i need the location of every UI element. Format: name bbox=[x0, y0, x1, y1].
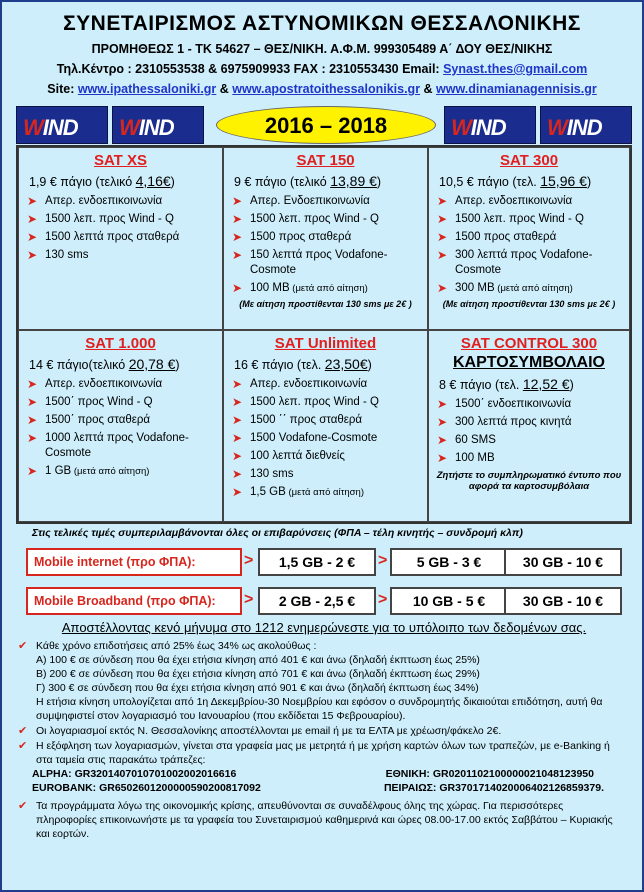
arrow-icon: > bbox=[378, 591, 388, 608]
wind-logo: WIND bbox=[16, 106, 108, 144]
feature-item: ➤ 1500 λεπ. προς Wind - Q bbox=[232, 395, 421, 410]
amp: & bbox=[216, 82, 233, 96]
feature-item: ➤ 1500 Vodafone-Cosmote bbox=[232, 431, 421, 446]
feature-item: ➤ 300 λεπτά προς κινητά bbox=[437, 415, 623, 430]
feature-item: ➤ 1500΄ ενδοεπικοινωνία bbox=[437, 397, 623, 412]
feature-list bbox=[437, 397, 623, 466]
plan-card bbox=[18, 330, 223, 522]
feature-item: ➤ 1500 λεπ. προς Wind - Q bbox=[232, 212, 421, 227]
plan-title: SAT XS bbox=[93, 152, 148, 169]
plan-card bbox=[223, 147, 428, 330]
feature-item: ➤ 1000 λεπτά προς Vodafone-Cosmote bbox=[27, 431, 216, 461]
feature-item: ➤ 130 sms bbox=[232, 467, 421, 482]
feature-item: ➤ 100 λεπτά διεθνείς bbox=[232, 449, 421, 464]
phones-text: Τηλ.Κέντρο : 2310553538 & 6975909933 FAX : 2310553430 Email: bbox=[56, 62, 444, 76]
bank-row bbox=[24, 781, 624, 795]
feature-item: ➤ 100 MB (μετά από αίτηση) bbox=[232, 281, 421, 296]
plan-price: 9 € πάγιο (τελικό 13,89 €) bbox=[234, 173, 382, 189]
org-address: ΠΡΟΜΗΘΕΩΣ 1 - ΤΚ 54627 – ΘΕΣ/ΝΙΚΗ. Α.Φ.Μ. 999305489 Α΄ ΔΟΥ ΘΕΣ/ΝΙΚΗΣ bbox=[91, 42, 553, 56]
price-box: 1,5 GB - 2 € bbox=[258, 548, 376, 576]
bank-account: ALPHA: GR3201407010701002002016616 bbox=[32, 768, 237, 780]
plan-title: SAT CONTROL 300 bbox=[460, 335, 598, 352]
feature-item: ➤ Απερ. ενδοεπικοινωνία bbox=[232, 377, 421, 392]
sms-balance-note: Αποστέλλοντας κενό μήνυμα στο 1212 ενημερώνεστε για το υπόλοιπο των δεδομένων σας. bbox=[61, 620, 587, 635]
feature-list bbox=[27, 194, 216, 263]
term-subitem: Β) 200 € σε σύνδεση που θα έχει ετήσια κίνηση από 701 € και άνω (δηλαδή έκπτωση έως 29%) bbox=[36, 668, 480, 680]
site-link-3[interactable]: www.dinamianagennisis.gr bbox=[436, 82, 597, 96]
site-label: Site: bbox=[47, 82, 78, 96]
plan-price: 1,9 € πάγιο (τελικό 4,16€) bbox=[29, 173, 175, 189]
feature-item: ➤ 1500΄ προς σταθερά bbox=[27, 413, 216, 428]
plan-title: SAT 300 bbox=[499, 152, 559, 169]
plan-card bbox=[428, 147, 630, 330]
header bbox=[2, 2, 642, 96]
feature-item: ➤ 300 λεπτά προς Vodafone-Cosmote bbox=[437, 248, 623, 278]
feature-item: ➤ 150 λεπτά προς Vodafone-Cosmote bbox=[232, 248, 421, 278]
plan-note: Ζητήστε το συμπληρωματικό έντυπο που αφορά τα καρτοσυμβόλαια bbox=[436, 470, 622, 492]
term-subitem: Γ) 300 € σε σύνδεση που θα έχει ετήσια κίνηση από 901 € και άνω (δηλαδή έκπτωση έως 34%) bbox=[36, 682, 479, 694]
plan-title: SAT 1.000 bbox=[85, 335, 156, 352]
plan-card bbox=[428, 330, 630, 522]
plan-price: 10,5 € πάγιο (τελ. 15,96 €) bbox=[439, 173, 592, 189]
feature-item: ➤ Απερ. Ενδοεπικοινωνία bbox=[232, 194, 421, 209]
org-title: ΣΥΝΕΤΑΙΡΙΣΜΟΣ ΑΣΤΥΝΟΜΙΚΩΝ ΘΕΣΣΑΛΟΝΙΚΗΣ bbox=[63, 12, 581, 35]
plan-subtitle: ΚΑΡΤΟΣΥΜΒΟΛΑΙΟ bbox=[453, 354, 605, 371]
arrow-icon: > bbox=[244, 552, 254, 569]
price-box: 10 GB - 5 € bbox=[390, 587, 508, 615]
feature-item: ➤ 1 GB (μετά από αίτηση) bbox=[27, 464, 216, 479]
site-link-1[interactable]: www.ipathessaloniki.gr bbox=[77, 82, 217, 96]
price-box: 5 GB - 3 € bbox=[390, 548, 508, 576]
term-item: ✔ Κάθε χρόνο επιδοτήσεις από 25% έως 34% ως ακολούθως : bbox=[24, 639, 624, 653]
plan-note: (Με αίτηση προστίθενται 130 sms με 2€ ) bbox=[442, 299, 616, 309]
plans-grid bbox=[16, 145, 632, 524]
feature-list bbox=[232, 194, 421, 296]
feature-item: ➤ 1500 λεπ. προς Wind - Q bbox=[437, 212, 623, 227]
org-contacts bbox=[2, 62, 642, 76]
term-item: ✔ Η εξόφληση των λογαριασμών, γίνεται στα γραφεία μας με μετρητά ή με χρήση καρτών όλων των τραπεζών, με e-Banking ή στα ταμεία στις παρακάτω τράπεζες: bbox=[24, 739, 624, 767]
plan-price: 14 € πάγιο(τελικό 20,78 €) bbox=[29, 356, 180, 372]
row-label: Mobile Broadband (προ ΦΠΑ): bbox=[26, 587, 242, 615]
wind-logo: WIND bbox=[112, 106, 204, 144]
amp: & bbox=[420, 82, 437, 96]
plan-price: 16 € πάγιο (τελ. 23,50€) bbox=[234, 356, 372, 372]
feature-list bbox=[27, 377, 216, 479]
bank-account: EUROBANK: GR6502601200000590200817092 bbox=[32, 782, 261, 794]
feature-item: ➤ 300 MB (μετά από αίτηση) bbox=[437, 281, 623, 296]
footer-terms bbox=[24, 638, 624, 841]
email-link[interactable]: Synast.thes@gmail.com bbox=[443, 62, 588, 76]
plan-title: SAT 150 bbox=[296, 152, 355, 169]
feature-item: ➤ Απερ. ενδοεπικοινωνία bbox=[437, 194, 623, 209]
feature-item: ➤ 1500 λεπ. προς Wind - Q bbox=[27, 212, 216, 227]
row-label: Mobile internet (προ ΦΠΑ): bbox=[26, 548, 242, 576]
feature-item: ➤ 60 SMS bbox=[437, 433, 623, 448]
bank-account: ΕΘΝΙΚΗ: GR0201102100000021048123950 bbox=[385, 768, 594, 780]
price-box: 30 GB - 10 € bbox=[504, 587, 622, 615]
feature-item: ➤ 1500 προς σταθερά bbox=[437, 230, 623, 245]
bank-row bbox=[24, 767, 624, 781]
feature-item: ➤ 1500 προς σταθερά bbox=[232, 230, 421, 245]
term-subitem: Η ετήσια κίνηση υπολογίζεται από 1η Δεκεμβρίου-30 Νοεμβρίου και εφόσον ο συνδρομητής δικαιούται επιδότηση, αυτή θα συμψηφιστεί στον λογαριασμό του Ιανουαρίου (που εκδίδεται 15 Φεβρουαρίου). bbox=[36, 696, 603, 722]
site-link-2[interactable]: www.apostratoithessalonikis.gr bbox=[232, 82, 421, 96]
plan-title: SAT Unlimited bbox=[274, 335, 377, 352]
price-box: 2 GB - 2,5 € bbox=[258, 587, 376, 615]
feature-list bbox=[437, 194, 623, 296]
sites-line bbox=[2, 82, 642, 96]
years-badge: 2016 – 2018 bbox=[216, 106, 436, 144]
term-item: ✔ Τα προγράμματα λόγω της οικονομικής κρίσης, απευθύνονται σε συναδέλφους όλης της χώρας. Για περισσότερες πληροφορίες επικοινωνήστε με τα γραφεία του Συνεταιρισμού καθημερινά και ώρες 08.00-17.00 εκτός Σαββάτου – Κυριακής και εορτών. bbox=[24, 799, 624, 841]
feature-item: ➤ 1,5 GB (μετά από αίτηση) bbox=[232, 485, 421, 500]
feature-item: ➤ 1500΄ προς Wind - Q bbox=[27, 395, 216, 410]
plan-note: (Με αίτηση προστίθενται 130 sms με 2€ ) bbox=[239, 299, 412, 309]
feature-list bbox=[232, 377, 421, 500]
plan-price: 8 € πάγιο (τελ. 12,52 €) bbox=[439, 376, 574, 392]
arrow-icon: > bbox=[378, 552, 388, 569]
included-note: Στις τελικές τιμές συμπεριλαμβάνονται όλες οι επιβαρύνσεις (ΦΠΑ – τέλη κινητής – συνδρομή κλπ) bbox=[32, 527, 523, 539]
feature-item: ➤ Απερ. ενδοεπικοινωνία bbox=[27, 377, 216, 392]
bank-account: ΠΕΙΡΑΙΩΣ: GR3701714020006402126859379. bbox=[383, 782, 604, 794]
term-subitem: Α) 100 € σε σύνδεση που θα έχει ετήσια κίνηση από 401 € και άνω (δηλαδή έκπτωση έως 25%) bbox=[36, 654, 480, 666]
feature-item: ➤ 130 sms bbox=[27, 248, 216, 263]
feature-item: ➤ 1500 λεπτά προς σταθερά bbox=[27, 230, 216, 245]
term-item: ✔ Οι λογαριασμοί εκτός Ν. Θεσσαλονίκης αποστέλλονται με email ή με τα ΕΛΤΑ με χρέωση/φάκελο 2€. bbox=[24, 724, 624, 738]
price-box: 30 GB - 10 € bbox=[504, 548, 622, 576]
plan-card bbox=[18, 147, 223, 330]
feature-item: ➤ Απερ. ενδοεπικοινωνία bbox=[27, 194, 216, 209]
arrow-icon: > bbox=[244, 591, 254, 608]
feature-item: ➤ 100 MB bbox=[437, 451, 623, 466]
brand-band bbox=[16, 106, 632, 144]
wind-logo: WIND bbox=[540, 106, 632, 144]
plan-card bbox=[223, 330, 428, 522]
feature-item: ➤ 1500 ΄΄ προς σταθερά bbox=[232, 413, 421, 428]
wind-logo: WIND bbox=[444, 106, 536, 144]
